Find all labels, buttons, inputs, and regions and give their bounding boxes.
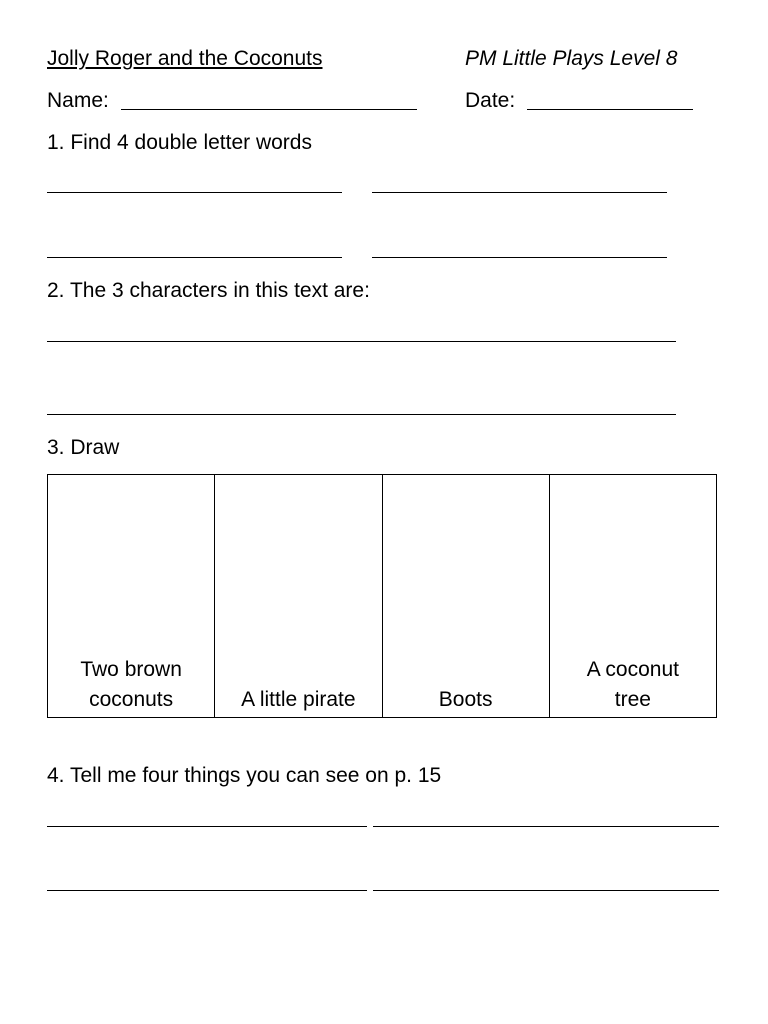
question-4: 4. Tell me four things you can see on p. 15 [47, 764, 442, 787]
q1-answer-line-1[interactable] [47, 192, 342, 193]
q4-answer-line-1[interactable] [47, 826, 367, 827]
draw-box-boots[interactable]: Boots [382, 475, 549, 718]
draw-boxes-table [47, 474, 717, 718]
q4-answer-line-2[interactable] [373, 826, 719, 827]
date-answer-line[interactable] [527, 109, 693, 110]
question-3: 3. Draw [47, 436, 120, 459]
date-label: Date: [465, 89, 516, 112]
name-label: Name: [47, 89, 109, 112]
q4-answer-line-4[interactable] [373, 890, 719, 891]
worksheet-title: Jolly Roger and the Coconuts [47, 47, 323, 70]
q2-answer-line-1[interactable] [47, 341, 676, 342]
question-1: 1. Find 4 double letter words [47, 131, 312, 154]
q1-answer-line-3[interactable] [47, 257, 342, 258]
q1-answer-line-4[interactable] [372, 257, 667, 258]
question-2: 2. The 3 characters in this text are: [47, 279, 370, 302]
draw-box-coconuts[interactable]: Two brown coconuts [48, 475, 215, 718]
draw-box-pirate[interactable]: A little pirate [215, 475, 382, 718]
q4-answer-line-3[interactable] [47, 890, 367, 891]
name-answer-line[interactable] [121, 109, 417, 110]
q2-answer-line-2[interactable] [47, 414, 676, 415]
draw-box-tree[interactable]: A coconut tree [549, 475, 716, 718]
book-level-label: PM Little Plays Level 8 [465, 47, 678, 70]
draw-boxes-row [48, 475, 717, 718]
q1-answer-line-2[interactable] [372, 192, 667, 193]
